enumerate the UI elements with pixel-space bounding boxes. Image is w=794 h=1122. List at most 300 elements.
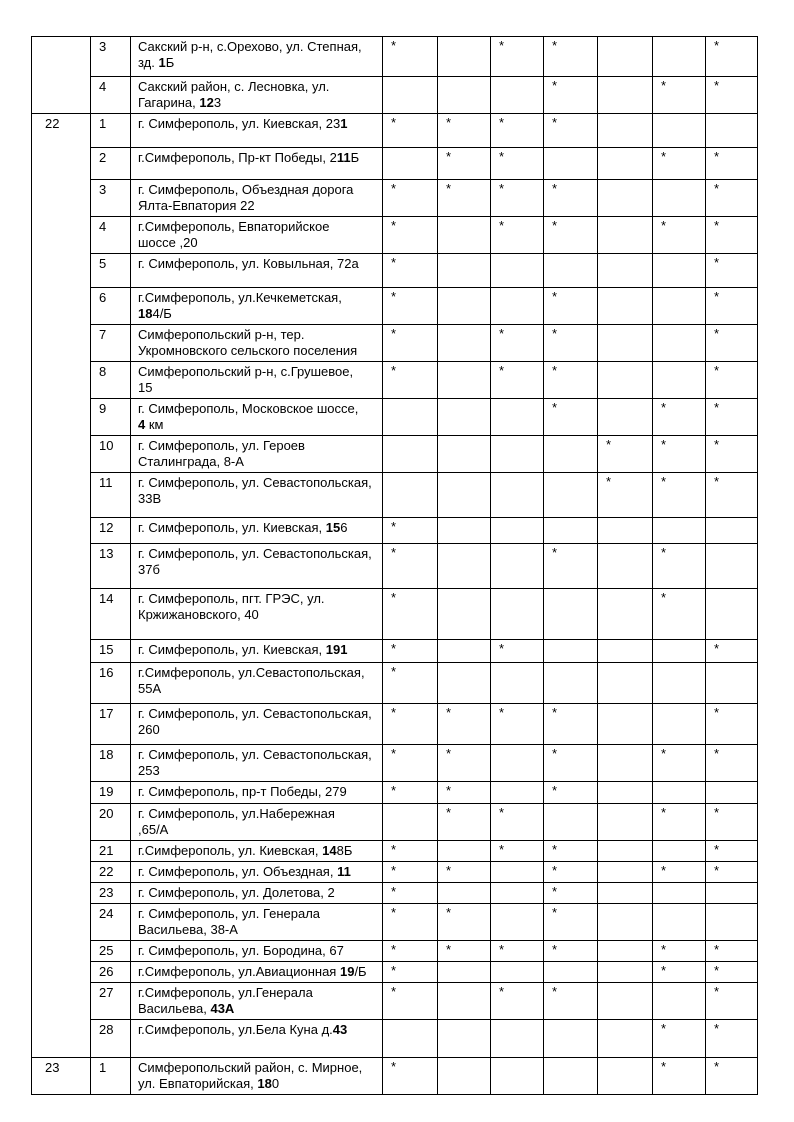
table-row [32, 841, 758, 862]
empty-cell [491, 663, 544, 704]
empty-cell [598, 518, 653, 544]
empty-cell [598, 983, 653, 1020]
empty-cell [383, 399, 438, 436]
star-cell: * [544, 362, 598, 399]
star-cell: * [706, 841, 758, 862]
empty-cell [438, 841, 491, 862]
address-cell [131, 983, 383, 1020]
row-number-cell: 3 [91, 180, 131, 217]
star-cell: * [438, 941, 491, 962]
empty-cell [653, 362, 706, 399]
address-text: зд. [138, 55, 159, 70]
address-text: Симферопольский р-н, с.Грушевое, [138, 364, 354, 379]
star-cell: * [706, 77, 758, 114]
empty-cell [598, 325, 653, 362]
row-number-cell: 16 [91, 663, 131, 704]
star-cell: * [544, 782, 598, 804]
star-cell: * [706, 180, 758, 217]
address-cell [131, 436, 383, 473]
address-text: г. Симферополь, ул. Бородина, 67 [138, 943, 344, 958]
address-text: /Б [354, 964, 367, 979]
empty-cell [438, 473, 491, 518]
empty-cell [706, 589, 758, 640]
empty-cell [598, 640, 653, 663]
empty-cell [491, 518, 544, 544]
address-text: г.Симферополь, ул. Киевская, [138, 843, 323, 858]
star-cell: * [383, 862, 438, 883]
address-text: Б [350, 150, 360, 165]
star-cell: * [653, 148, 706, 180]
address-text: г.Симферополь, ул.Генерала [138, 985, 313, 1000]
star-cell: * [383, 1058, 438, 1095]
star-cell: * [491, 362, 544, 399]
table-row [32, 217, 758, 254]
table-row [32, 114, 758, 148]
star-cell: * [383, 114, 438, 148]
empty-cell [438, 288, 491, 325]
address-text: г. Симферополь, ул. Севастопольская, [138, 475, 372, 490]
empty-cell [438, 544, 491, 589]
empty-cell [438, 325, 491, 362]
star-cell: * [383, 640, 438, 663]
address-text: Б [165, 55, 175, 70]
empty-cell [706, 663, 758, 704]
star-cell: * [544, 841, 598, 862]
empty-cell [598, 745, 653, 782]
address-text: ул. Евпаторийская, [138, 1076, 258, 1091]
empty-cell [491, 77, 544, 114]
star-cell: * [706, 473, 758, 518]
empty-cell [438, 983, 491, 1020]
address-text-bold: 43А [210, 1001, 235, 1016]
address-cell [131, 883, 383, 904]
table-row [32, 77, 758, 114]
table-row [32, 663, 758, 704]
star-cell: * [491, 983, 544, 1020]
star-cell: * [544, 983, 598, 1020]
star-cell: * [653, 473, 706, 518]
empty-cell [706, 782, 758, 804]
empty-cell [544, 962, 598, 983]
empty-cell [598, 883, 653, 904]
star-cell: * [383, 518, 438, 544]
address-cell [131, 804, 383, 841]
address-cell [131, 640, 383, 663]
star-cell: * [706, 704, 758, 745]
table-row [32, 518, 758, 544]
empty-cell [706, 114, 758, 148]
address-text: г. Симферополь, ул. Киевская, [138, 642, 326, 657]
row-number-cell: 10 [91, 436, 131, 473]
row-number-cell: 18 [91, 745, 131, 782]
table-row [32, 862, 758, 883]
address-text-bold: 191 [325, 642, 348, 657]
address-cell [131, 589, 383, 640]
star-cell: * [706, 1058, 758, 1095]
empty-cell [598, 841, 653, 862]
star-cell: * [438, 114, 491, 148]
empty-cell [438, 663, 491, 704]
address-text: ,65/А [138, 822, 169, 837]
star-cell: * [438, 745, 491, 782]
table-row [32, 180, 758, 217]
address-cell [131, 473, 383, 518]
table-row [32, 883, 758, 904]
address-text-bold: 11 [336, 150, 351, 165]
address-text: г.Симферополь, ул.Севастопольская, [138, 665, 365, 680]
empty-cell [653, 904, 706, 941]
address-text: Гагарина, [138, 95, 200, 110]
empty-cell [598, 904, 653, 941]
star-cell: * [653, 745, 706, 782]
star-cell: * [491, 325, 544, 362]
address-text: г.Симферополь, Пр-кт Победы, 2 [138, 150, 337, 165]
address-text: 253 [138, 763, 160, 778]
address-text: Сакский р-н, с.Орехово, ул. Степная, [138, 39, 362, 54]
empty-cell [598, 962, 653, 983]
star-cell: * [653, 962, 706, 983]
star-cell: * [653, 77, 706, 114]
empty-cell [598, 288, 653, 325]
empty-cell [653, 518, 706, 544]
empty-cell [438, 436, 491, 473]
star-cell: * [653, 1058, 706, 1095]
address-text: г. Симферополь, ул. Ковыльная, 72а [138, 256, 359, 271]
empty-cell [438, 399, 491, 436]
address-cell [131, 704, 383, 745]
address-cell [131, 663, 383, 704]
empty-cell [598, 217, 653, 254]
star-cell: * [544, 399, 598, 436]
empty-cell [598, 114, 653, 148]
address-text-bold: 18 [257, 1076, 272, 1091]
address-text: Сакский район, с. Лесновка, ул. [138, 79, 330, 94]
row-number-cell: 1 [91, 1058, 131, 1095]
empty-cell [653, 841, 706, 862]
star-cell: * [706, 148, 758, 180]
address-cell [131, 1020, 383, 1058]
address-text: Васильева, [138, 1001, 211, 1016]
star-cell: * [653, 589, 706, 640]
star-cell: * [706, 1020, 758, 1058]
star-cell: * [383, 217, 438, 254]
empty-cell [491, 589, 544, 640]
empty-cell [438, 1020, 491, 1058]
address-text: г. Симферополь, ул. Севастопольская, [138, 706, 372, 721]
address-cell [131, 841, 383, 862]
address-text: г. Симферополь, ул. Героев [138, 438, 305, 453]
star-cell: * [491, 148, 544, 180]
empty-cell [653, 883, 706, 904]
address-text: г. Симферополь, ул. Севастопольская, [138, 546, 372, 561]
address-text: Симферопольский район, с. Мирное, [138, 1060, 363, 1075]
address-text: г. Симферополь, ул. Объездная, [138, 864, 338, 879]
star-cell: * [706, 745, 758, 782]
empty-cell [706, 544, 758, 589]
star-cell: * [383, 663, 438, 704]
star-cell: * [491, 841, 544, 862]
star-cell: * [706, 640, 758, 663]
table-row [32, 325, 758, 362]
star-cell: * [544, 941, 598, 962]
group-number-cell: 23 [32, 1058, 91, 1095]
empty-cell [598, 77, 653, 114]
star-cell: * [544, 544, 598, 589]
empty-cell [438, 77, 491, 114]
star-cell: * [544, 883, 598, 904]
star-cell: * [706, 983, 758, 1020]
empty-cell [653, 325, 706, 362]
address-cell [131, 254, 383, 288]
star-cell: * [598, 436, 653, 473]
row-number-cell: 24 [91, 904, 131, 941]
table-row [32, 704, 758, 745]
row-number-cell: 27 [91, 983, 131, 1020]
row-number-cell: 21 [91, 841, 131, 862]
empty-cell [491, 544, 544, 589]
empty-cell [544, 1058, 598, 1095]
address-cell [131, 544, 383, 589]
star-cell: * [544, 325, 598, 362]
table-row [32, 904, 758, 941]
star-cell: * [544, 288, 598, 325]
row-number-cell: 12 [91, 518, 131, 544]
table-row [32, 362, 758, 399]
address-text: г. Симферополь, ул. Генерала [138, 906, 321, 921]
address-text: шоссе ,20 [138, 235, 198, 250]
empty-cell [653, 180, 706, 217]
table-row [32, 745, 758, 782]
star-cell: * [706, 254, 758, 288]
star-cell: * [383, 180, 438, 217]
empty-cell [383, 473, 438, 518]
address-table [31, 36, 758, 1095]
star-cell: * [491, 217, 544, 254]
star-cell: * [706, 288, 758, 325]
table-row [32, 589, 758, 640]
star-cell: * [653, 941, 706, 962]
address-text: г.Симферополь, ул.Авиационная [138, 964, 340, 979]
table-row [32, 983, 758, 1020]
empty-cell [438, 962, 491, 983]
address-text: г. Симферополь, пгт. ГРЭС, ул. [138, 591, 325, 606]
empty-cell [491, 1020, 544, 1058]
star-cell: * [544, 37, 598, 77]
empty-cell [598, 589, 653, 640]
table-row [32, 399, 758, 436]
star-cell: * [653, 544, 706, 589]
empty-cell [544, 663, 598, 704]
empty-cell [438, 518, 491, 544]
empty-cell [491, 962, 544, 983]
row-number-cell: 2 [91, 148, 131, 180]
empty-cell [653, 640, 706, 663]
empty-cell [383, 148, 438, 180]
star-cell: * [706, 362, 758, 399]
star-cell: * [383, 704, 438, 745]
empty-cell [598, 663, 653, 704]
address-text: 37б [138, 562, 160, 577]
star-cell: * [383, 745, 438, 782]
star-cell: * [653, 399, 706, 436]
star-cell: * [491, 114, 544, 148]
table-row [32, 254, 758, 288]
star-cell: * [438, 782, 491, 804]
address-cell [131, 288, 383, 325]
star-cell: * [706, 804, 758, 841]
address-text-bold: 18 [138, 306, 153, 321]
star-cell: * [706, 37, 758, 77]
row-number-cell: 26 [91, 962, 131, 983]
star-cell: * [383, 904, 438, 941]
address-text: г. Симферополь, Московское шоссе, [138, 401, 359, 416]
address-cell [131, 37, 383, 77]
star-cell: * [383, 941, 438, 962]
star-cell: * [544, 114, 598, 148]
address-text: г. Симферополь, ул. Севастопольская, [138, 747, 372, 762]
empty-cell [598, 1020, 653, 1058]
empty-cell [598, 782, 653, 804]
address-cell [131, 941, 383, 962]
group-number-cell: 22 [32, 114, 91, 1058]
address-text: 260 [138, 722, 160, 737]
address-text: г.Симферополь, ул.Бела Куна д. [138, 1022, 333, 1037]
address-cell [131, 518, 383, 544]
empty-cell [544, 473, 598, 518]
empty-cell [598, 362, 653, 399]
star-cell: * [438, 148, 491, 180]
address-table-body [32, 37, 758, 1095]
star-cell: * [598, 473, 653, 518]
empty-cell [491, 436, 544, 473]
address-text: 0 [271, 1076, 280, 1091]
address-text: г. Симферополь, ул. Долетова, 2 [138, 885, 335, 900]
star-cell: * [706, 436, 758, 473]
star-cell: * [491, 37, 544, 77]
empty-cell [598, 704, 653, 745]
empty-cell [491, 473, 544, 518]
row-number-cell: 7 [91, 325, 131, 362]
address-cell [131, 904, 383, 941]
address-text: г. Симферополь, ул. Киевская, [138, 520, 326, 535]
empty-cell [544, 804, 598, 841]
star-cell: * [653, 862, 706, 883]
address-text: г. Симферополь, пр-т Победы, 279 [138, 784, 347, 799]
star-cell: * [706, 217, 758, 254]
address-text-bold: 14 [322, 843, 337, 858]
row-number-cell: 15 [91, 640, 131, 663]
empty-cell [383, 436, 438, 473]
empty-cell [383, 77, 438, 114]
row-number-cell: 25 [91, 941, 131, 962]
star-cell: * [383, 254, 438, 288]
address-text: Ялта-Евпатория 22 [138, 198, 255, 213]
row-number-cell: 23 [91, 883, 131, 904]
address-text-bold: 11 [337, 864, 351, 879]
row-number-cell: 5 [91, 254, 131, 288]
address-cell [131, 217, 383, 254]
row-number-cell: 20 [91, 804, 131, 841]
address-text: 33В [138, 491, 162, 506]
empty-cell [653, 288, 706, 325]
address-text: г. Симферополь, ул.Набережная [138, 806, 335, 821]
address-cell [131, 148, 383, 180]
empty-cell [383, 804, 438, 841]
address-cell [131, 862, 383, 883]
address-cell [131, 325, 383, 362]
star-cell: * [383, 362, 438, 399]
table-row [32, 436, 758, 473]
address-cell [131, 362, 383, 399]
star-cell: * [491, 804, 544, 841]
empty-cell [491, 745, 544, 782]
row-number-cell: 9 [91, 399, 131, 436]
address-text-bold: 12 [199, 95, 214, 110]
empty-cell [438, 254, 491, 288]
star-cell: * [544, 77, 598, 114]
address-cell [131, 782, 383, 804]
star-cell: * [438, 180, 491, 217]
star-cell: * [653, 1020, 706, 1058]
row-number-cell: 4 [91, 77, 131, 114]
empty-cell [383, 1020, 438, 1058]
empty-cell [438, 883, 491, 904]
table-row [32, 1058, 758, 1095]
empty-cell [706, 883, 758, 904]
empty-cell [598, 862, 653, 883]
row-number-cell: 1 [91, 114, 131, 148]
address-cell [131, 962, 383, 983]
empty-cell [653, 254, 706, 288]
table-row [32, 962, 758, 983]
row-number-cell: 13 [91, 544, 131, 589]
empty-cell [438, 217, 491, 254]
table-row [32, 148, 758, 180]
table-row [32, 544, 758, 589]
address-text-bold: 1 [340, 116, 348, 131]
empty-cell [491, 399, 544, 436]
address-cell [131, 114, 383, 148]
row-number-cell: 28 [91, 1020, 131, 1058]
row-number-cell: 14 [91, 589, 131, 640]
empty-cell [598, 254, 653, 288]
address-text: км [145, 417, 164, 432]
empty-cell [438, 1058, 491, 1095]
star-cell: * [383, 782, 438, 804]
address-text: Укромновского сельского поселения [138, 343, 358, 358]
address-text: 8Б [336, 843, 353, 858]
empty-cell [491, 782, 544, 804]
table-row [32, 1020, 758, 1058]
empty-cell [438, 37, 491, 77]
star-cell: * [438, 862, 491, 883]
star-cell: * [544, 217, 598, 254]
star-cell: * [383, 589, 438, 640]
star-cell: * [544, 904, 598, 941]
address-text: 3 [213, 95, 222, 110]
address-text: г. Симферополь, Объездная дорога [138, 182, 354, 197]
address-cell [131, 745, 383, 782]
star-cell: * [383, 883, 438, 904]
empty-cell [653, 983, 706, 1020]
star-cell: * [706, 325, 758, 362]
empty-cell [544, 518, 598, 544]
empty-cell [491, 883, 544, 904]
star-cell: * [706, 941, 758, 962]
empty-cell [544, 436, 598, 473]
address-text: Сталинграда, 8-А [138, 454, 244, 469]
table-row [32, 288, 758, 325]
